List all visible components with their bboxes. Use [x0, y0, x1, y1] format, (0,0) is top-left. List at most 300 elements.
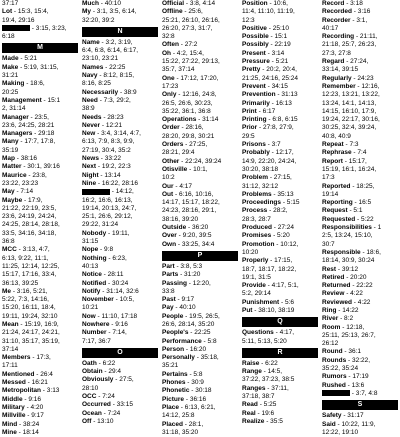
page-line-refs: - 27:24,	[344, 58, 369, 66]
page-line-refs: - 17:19	[346, 373, 369, 381]
page-line-refs: - 3:7, 4:8	[350, 389, 378, 397]
index-term: Obviously	[82, 376, 114, 384]
index-entry	[162, 108, 238, 116]
page-line-refs: - 8:12, 8:15,	[97, 72, 135, 80]
index-entry	[322, 315, 398, 323]
index-term: Otisville	[162, 165, 188, 173]
index-term: Often	[162, 41, 179, 49]
index-entry	[242, 50, 318, 58]
index-entry	[242, 108, 318, 116]
index-entry	[242, 158, 318, 166]
index-entry	[242, 91, 318, 99]
page-line-refs: - 27:25,	[183, 141, 208, 149]
index-entry	[82, 376, 158, 384]
page-line-refs: - 35:13	[271, 190, 294, 198]
page-line-refs: 35:21	[162, 362, 179, 370]
page-line-refs: 14:9, 22:20, 24:24,	[242, 157, 297, 165]
index-term: One	[162, 74, 175, 82]
page-line-refs: 31:12, 32:12	[242, 182, 279, 190]
page-line-refs: 23:22, 23:23	[2, 179, 39, 187]
page-line-refs: 35:22, 35:24	[322, 365, 359, 373]
page-line-refs: - 15:19, 16:9,	[18, 320, 59, 328]
index-entry	[322, 373, 398, 381]
index-entry	[2, 313, 78, 321]
index-term: Pressure	[242, 58, 270, 66]
page-line-refs: 2, 31:14	[2, 105, 26, 113]
index-entry	[322, 241, 398, 249]
page-line-refs: - 10:6,	[267, 0, 288, 7]
page-line-refs: 24:23, 28:16, 29:1,	[162, 207, 217, 215]
page-line-refs: - 38:24	[17, 420, 40, 428]
index-term: Maurice	[2, 171, 27, 179]
page-line-refs: 29:22, 31:24	[82, 221, 119, 229]
index-entry	[82, 188, 158, 196]
index-entry	[2, 255, 78, 263]
index-entry	[2, 89, 78, 97]
index-entry	[322, 307, 398, 315]
index-entry	[162, 166, 238, 174]
page-line-refs: - 18:25,	[350, 182, 375, 190]
index-entry	[162, 124, 238, 132]
index-entry	[242, 66, 318, 74]
page-line-refs: 26:12	[322, 340, 339, 348]
index-entry	[162, 241, 238, 249]
index-term: Rephrase	[322, 149, 352, 157]
index-entry	[162, 429, 238, 437]
index-term: Place	[162, 403, 179, 411]
index-term: Own	[162, 240, 177, 248]
index-entry	[82, 238, 158, 246]
index-term: Rumors	[322, 373, 347, 381]
page-line-refs: - 5:19, 31:15,	[18, 63, 59, 71]
index-term: Recording	[322, 33, 355, 41]
page-line-refs: - 35:18,	[194, 354, 219, 362]
page-line-refs: 7:17, 36:7	[82, 337, 111, 345]
index-term: Prisons	[242, 141, 266, 149]
page-line-refs: - 16:5	[352, 199, 372, 207]
index-term: Members	[2, 354, 31, 362]
index-entry	[82, 147, 158, 155]
index-entry	[2, 180, 78, 188]
index-entry	[162, 141, 238, 149]
page-line-refs: - 22:24, 39:24	[179, 157, 222, 165]
index-entry	[82, 39, 158, 47]
index-term: Possible	[242, 33, 269, 41]
index-term: Manager	[2, 113, 29, 121]
index-term: Probably	[242, 149, 270, 157]
page-line-refs: - 6:22	[259, 359, 278, 367]
page-line-refs: 25:1, 26:6, 29:12,	[82, 213, 133, 221]
index-entry	[322, 41, 398, 49]
index-entry	[242, 338, 318, 346]
page-line-refs: - 17:7, 17:8,	[18, 138, 56, 146]
page-line-refs: 25:11, 25:13, 26:7,	[322, 331, 376, 339]
index-entry	[242, 329, 318, 337]
index-entry	[162, 207, 238, 215]
section-letter-heading: S	[322, 400, 398, 410]
page-line-refs: - 36:16	[184, 395, 207, 403]
page-line-refs: 28:10	[82, 384, 99, 392]
page-line-refs: - 11:10, 17:18	[95, 312, 138, 320]
page-line-refs: 28:20, 29:8, 30:21	[162, 132, 215, 140]
index-term: Repeat	[322, 141, 344, 149]
index-entry	[322, 66, 398, 74]
index-entry	[82, 271, 158, 279]
index-entry	[2, 421, 78, 429]
index-entry	[2, 138, 78, 146]
page-line-refs: - 10:1,	[187, 165, 208, 173]
page-line-refs: 38:9	[82, 105, 95, 113]
page-line-refs: - 40:10	[173, 304, 196, 312]
index-entry	[162, 133, 238, 141]
page-line-refs: - 7:3	[343, 141, 359, 149]
index-entry	[2, 230, 78, 238]
index-entry	[322, 199, 398, 207]
index-term: November	[82, 296, 114, 304]
page-line-refs: - 26:4	[34, 370, 53, 378]
page-line-refs: - 16:22, 28:16	[96, 179, 139, 187]
page-line-refs: 15:20, 16:11, 18:4,	[2, 304, 56, 312]
index-entry	[322, 257, 398, 265]
index-term: Printing	[242, 116, 267, 124]
page-line-refs: - 27:15,	[268, 174, 292, 182]
index-term: Pretty	[242, 66, 261, 74]
page-line-refs: - 27:24	[271, 224, 295, 232]
page-line-refs: - 10:5,	[113, 296, 135, 304]
index-term: Positive	[242, 24, 267, 32]
index-entry	[242, 41, 318, 49]
index-column-4	[242, 0, 318, 425]
index-entry	[322, 100, 398, 108]
page-line-refs: - 29:4	[102, 368, 122, 376]
page-line-refs: - 6:17	[256, 107, 276, 115]
page-line-refs: 27:3, 27:8	[322, 49, 351, 57]
page-line-refs: - 36:20	[186, 224, 209, 232]
page-line-refs: - 33:15	[110, 401, 133, 409]
index-term: Millville	[2, 412, 26, 420]
page-line-refs: - 17:12, 17:20,	[174, 74, 219, 82]
index-entry	[322, 266, 398, 274]
index-entry	[82, 8, 158, 16]
index-column-1	[2, 0, 78, 436]
index-entry	[2, 0, 78, 8]
page-line-refs: - 7:14,	[106, 329, 127, 337]
index-entry	[242, 116, 318, 124]
index-entry	[162, 83, 238, 91]
index-term: Request	[322, 207, 348, 215]
page-line-refs: - 3:13	[41, 387, 60, 395]
index-entry	[2, 387, 78, 395]
page-line-refs: - 28:1,	[182, 420, 204, 428]
page-line-refs: - 36:1	[342, 348, 362, 356]
index-term: Ranges	[242, 384, 266, 392]
index-entry	[2, 238, 78, 246]
index-term: Raise	[242, 359, 260, 367]
index-entry	[2, 321, 78, 329]
index-entry	[82, 263, 158, 271]
page-line-refs: - 5:21	[269, 58, 289, 66]
page-line-refs: - 3:16, 5:21,	[11, 287, 48, 295]
index-entry	[322, 158, 398, 166]
index-entry	[242, 199, 318, 207]
page-line-refs: 10:20	[242, 248, 259, 256]
page-line-refs: - 28:11	[101, 271, 124, 279]
index-entry	[322, 91, 398, 99]
index-term: Night	[82, 171, 99, 179]
index-term: Matter	[2, 163, 22, 171]
page-line-refs: - 27:8, 27:9,	[257, 124, 294, 132]
index-entry	[82, 280, 158, 288]
index-entry	[322, 141, 398, 149]
page-line-refs: 35:7, 37:14	[162, 66, 195, 74]
index-term: Pay	[162, 304, 174, 312]
page-line-refs: - 5:1	[347, 207, 363, 215]
index-entry	[322, 108, 398, 116]
index-entry	[242, 8, 318, 16]
page-line-refs: - 16:13	[269, 99, 292, 107]
section-letter-heading: R	[242, 348, 318, 358]
index-entry	[82, 0, 158, 8]
page-line-refs: - 23:5,	[28, 113, 49, 121]
index-entry	[2, 155, 78, 163]
page-line-refs: 21:18, 25:7, 26:23,	[322, 41, 377, 49]
page-line-refs: - 5:25	[257, 401, 277, 409]
index-entry	[242, 274, 318, 282]
index-entry	[322, 75, 398, 83]
page-line-refs: - 38:9	[118, 88, 137, 96]
index-term: Returned	[322, 282, 351, 290]
page-line-refs: 12:23, 13:21, 13:22,	[322, 91, 380, 99]
index-term: Needs	[82, 113, 102, 121]
page-line-refs: 31:21	[2, 72, 19, 80]
page-line-refs: - 6:16, 10:16,	[173, 190, 214, 198]
section-letter-heading: N	[82, 27, 158, 37]
index-entry	[82, 64, 158, 72]
index-entry	[322, 174, 398, 182]
index-entry	[162, 412, 238, 420]
index-term: Real	[242, 409, 256, 417]
index-term: MCC	[2, 246, 17, 254]
page-line-refs: 30:25, 32:4, 39:24,	[322, 124, 377, 132]
page-line-refs: - 7:14	[14, 188, 34, 196]
index-term: Problems	[242, 190, 272, 198]
page-line-refs: - 15:17,	[342, 157, 367, 165]
index-entry	[82, 418, 158, 426]
page-line-refs: - 5:20	[271, 232, 290, 240]
index-term: Round	[322, 348, 343, 356]
index-entry	[242, 401, 318, 409]
index-entry	[82, 130, 158, 138]
index-entry	[322, 290, 398, 298]
index-term: Ring	[322, 306, 337, 314]
page-line-refs: 17:11	[2, 362, 18, 370]
page-line-refs: 26:5, 26:6, 30:23,	[162, 99, 213, 107]
page-line-refs: - 9:8	[98, 246, 114, 254]
index-entry	[322, 191, 398, 199]
index-entry	[322, 8, 398, 16]
index-entry	[2, 379, 78, 387]
page-line-refs: - 5:8	[187, 370, 203, 378]
index-entry	[242, 282, 318, 290]
index-term: Possibly	[242, 41, 269, 49]
index-entry	[162, 346, 238, 354]
page-line-refs: 21:25, 24:16, 25:24	[242, 74, 299, 82]
page-line-refs: - 3:8, 5:3	[174, 262, 203, 270]
index-column-5	[322, 0, 398, 436]
index-term: Order	[162, 124, 180, 132]
index-term: Metropolitan	[2, 387, 41, 395]
index-entry	[242, 290, 318, 298]
index-entry	[162, 371, 238, 379]
page-line-refs: - 19:5, 26:5,	[183, 312, 220, 320]
index-entry	[322, 33, 398, 41]
page-line-refs: - 22:19	[268, 41, 291, 49]
index-term: New	[82, 130, 96, 138]
index-term: Official	[162, 0, 185, 7]
page-line-refs: - 16:21	[25, 379, 48, 387]
index-term: Offline	[162, 8, 183, 16]
index-entry	[82, 80, 158, 88]
page-line-refs: - 31:20	[178, 271, 201, 279]
index-entry	[322, 116, 398, 124]
index-entry	[82, 329, 158, 337]
index-entry	[82, 72, 158, 80]
index-entry	[162, 116, 238, 124]
index-term: Print	[242, 107, 257, 115]
index-entry	[242, 149, 318, 157]
index-entry	[242, 17, 318, 25]
index-entry	[162, 25, 238, 33]
page-line-refs: - 7:24	[101, 409, 121, 417]
index-term: Put	[242, 306, 253, 314]
index-term: Recorder	[322, 16, 351, 24]
page-line-refs: 23:10, 23:21	[82, 55, 119, 63]
page-line-refs: 11:25, 12:14, 12:25,	[2, 262, 60, 270]
page-line-refs: - 3:1,	[350, 16, 368, 24]
index-entry	[2, 64, 78, 72]
page-line-refs: - 6:22	[96, 359, 116, 367]
page-line-refs: - 9:16	[22, 395, 42, 403]
index-term: Phonetic	[162, 387, 190, 395]
page-line-refs: - 40:10	[98, 0, 122, 7]
index-entry	[162, 216, 238, 224]
index-entry	[2, 188, 78, 196]
index-entry	[322, 183, 398, 191]
index-term: Reviewed	[322, 298, 352, 306]
page-line-refs: - 33:25, 34:4	[176, 240, 215, 248]
index-entry	[162, 304, 238, 312]
index-entry	[322, 149, 398, 157]
index-term: Produced	[242, 224, 272, 232]
page-line-refs: 19:24, 22:17, 30:16,	[322, 116, 380, 124]
index-entry	[242, 224, 318, 232]
page-line-refs: 6:13, 7:9, 8:3, 9:9,	[82, 138, 135, 146]
index-entry	[82, 163, 158, 171]
page-line-refs: - 17:3,	[30, 354, 51, 362]
page-line-refs: 16:2, 16:6, 16:13,	[82, 196, 133, 204]
page-line-refs: 27:19, 30:4, 35:2	[82, 146, 131, 154]
index-entry	[82, 230, 158, 238]
page-line-refs: 24:25, 28:14, 28:18,	[2, 221, 60, 229]
page-line-refs: - 18:14	[16, 428, 39, 436]
index-entry	[162, 174, 238, 182]
page-line-refs: 19:14, 20:13, 24:7,	[82, 204, 137, 212]
index-term: Other	[162, 157, 180, 165]
index-entry	[322, 124, 398, 132]
index-entry	[242, 249, 318, 257]
index-entry	[242, 376, 318, 384]
page-line-refs: - 5:6	[279, 298, 295, 306]
index-term: Recorded	[322, 8, 352, 16]
page-line-refs: - 30:24	[106, 279, 129, 287]
index-entry	[82, 172, 158, 180]
index-term: Orders	[162, 141, 184, 149]
page-line-refs: - 3:1, 3:5, 6:14,	[91, 8, 137, 16]
page-line-refs: 32:8	[162, 33, 175, 41]
index-entry	[322, 274, 398, 282]
page-line-refs: - 12:18,	[340, 323, 365, 331]
index-term: Next	[82, 163, 97, 171]
index-entry	[162, 313, 238, 321]
index-entry	[322, 17, 398, 25]
index-term: Requested	[322, 215, 356, 223]
index-entry	[322, 421, 398, 429]
index-entry	[322, 50, 398, 58]
index-entry	[2, 346, 78, 354]
page-line-refs: - 3:13, 4:7,	[16, 246, 50, 254]
page-line-refs: - 32:22,	[346, 356, 371, 364]
page-line-refs: - 14:22	[336, 306, 359, 314]
index-term: Report	[322, 157, 343, 165]
index-term: River	[322, 315, 339, 323]
page-line-refs: 11:4, 11:10, 11:19,	[242, 8, 295, 16]
page-line-refs: 6:4, 6:8, 6:14, 6:17,	[82, 47, 139, 55]
page-line-refs: - 28:16,	[179, 124, 204, 132]
index-entry	[162, 280, 238, 288]
index-entry	[242, 25, 318, 33]
page-line-refs: - 3:4, 3:14, 4:7,	[95, 130, 141, 138]
index-entry	[82, 89, 158, 97]
index-term: Retired	[322, 273, 345, 281]
page-line-refs: - 24:23	[351, 74, 374, 82]
index-term: Rest	[322, 265, 337, 273]
page-line-refs: 40:13	[82, 262, 99, 270]
index-entry	[162, 191, 238, 199]
index-entry	[162, 66, 238, 74]
index-entry	[2, 213, 78, 221]
page-line-refs: - 38:16	[15, 155, 38, 163]
page-line-refs: - 31:13	[275, 91, 298, 99]
index-entry	[162, 224, 238, 232]
page-line-refs: 38:16, 39:20	[162, 215, 199, 223]
page-line-refs: - 4:22	[352, 298, 371, 306]
index-entry	[162, 387, 238, 395]
page-line-refs: - 3:7	[265, 141, 281, 149]
index-entry	[82, 55, 158, 63]
index-entry	[82, 47, 158, 55]
page-line-refs: - 3:14	[265, 49, 285, 57]
index-entry	[2, 288, 78, 296]
index-entry	[2, 404, 78, 412]
index-term: Regularly	[322, 74, 352, 82]
index-term: Oh	[162, 49, 172, 57]
page-line-refs: 37:14	[2, 345, 19, 353]
page-line-refs: - 20:2, 20:4,	[260, 66, 297, 74]
index-entry	[162, 421, 238, 429]
page-line-refs: 31:15	[82, 238, 99, 246]
index-entry	[322, 340, 398, 348]
index-entry	[2, 72, 78, 80]
